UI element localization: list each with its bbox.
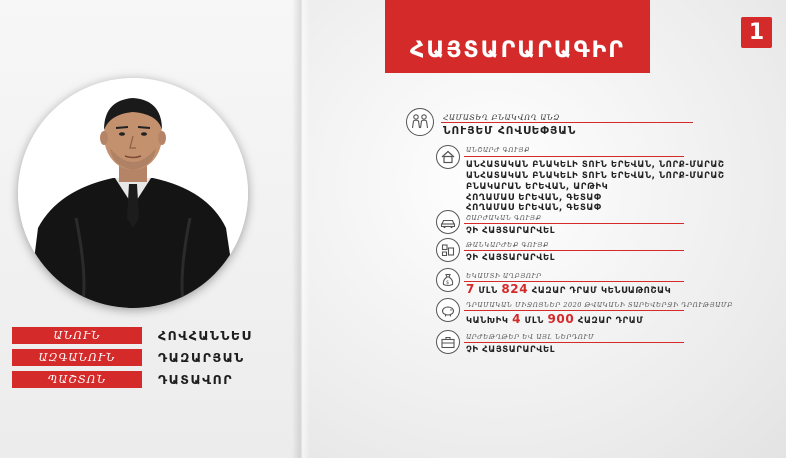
property-line-3: ԲՆԱԿԱՐԱՆ ԵՐԵՎԱՆ, ԱՐԹԻԿ bbox=[466, 182, 609, 192]
svg-text:$: $ bbox=[446, 280, 450, 286]
cash-unit-2: ՀԱԶԱՐ ԴՐԱՄ bbox=[577, 316, 644, 326]
page-title: ՀԱՅՏԱՐԱՐԱԳԻՐ bbox=[410, 38, 625, 63]
movable-value: ՉԻ ՀԱՅՏԱՐԱՐՎԵԼ bbox=[466, 226, 556, 236]
person-illustration bbox=[18, 78, 248, 308]
cash-unit-1: ՄԼՆ bbox=[524, 316, 544, 326]
income-label: ԵԿԱՄՏԻ ԱՂԲՅՈՒՐ bbox=[466, 272, 542, 280]
household-label: ՀԱՄԱՏԵՂ ԲՆԱԿՎՈՂ ԱՆՁ bbox=[443, 113, 560, 122]
piggy-bank-icon bbox=[436, 298, 460, 322]
portrait-photo bbox=[18, 78, 248, 308]
movable-divider bbox=[464, 223, 684, 224]
last-name-value: ԴԱԶԱՐՅԱՆ bbox=[158, 350, 245, 365]
property-line-5: ՀՈՂԱՄԱՍ ԵՐԵՎԱՆ, ԳԵՏԱՓ bbox=[466, 203, 602, 213]
income-unit-1: ՄԼՆ bbox=[478, 286, 498, 296]
income-number-2: 824 bbox=[501, 282, 529, 296]
family-icon bbox=[406, 108, 434, 136]
valuables-value: ՉԻ ՀԱՅՏԱՐԱՐՎԵԼ bbox=[466, 253, 556, 263]
movable-label: ՇԱՐԺԱԿԱՆ ԳՈՒՅՔ bbox=[466, 214, 542, 222]
property-label: ԱՆՇԱՐԺ ԳՈՒՅՔ bbox=[466, 146, 530, 154]
page-fold bbox=[292, 0, 310, 458]
income-number-1: 7 bbox=[466, 282, 475, 296]
position-label: ՊԱՇՏՈՆ bbox=[12, 371, 142, 388]
valuables-label: ԹԱՆԿԱՐԺԵՔ ԳՈՒՅՔ bbox=[466, 241, 549, 249]
money-bag-icon bbox=[436, 268, 460, 292]
cash-number-1: 4 bbox=[512, 312, 522, 326]
first-name-label: ԱՆՈՒՆ bbox=[12, 327, 142, 344]
briefcase-icon bbox=[436, 330, 460, 354]
cash-label: ԴՐԱՄԱԿԱՆ ՄԻՋՈՑՆԵՐ 2020 ԹՎԱԿԱՆԻ ՏԱՐԵՎԵՐՋԻ ԴՐՈՒԹՅԱՄԲ bbox=[466, 301, 734, 309]
household-name: ՆՈՒՅԵՄ ՀՈՎՍԵՓՅԱՆ bbox=[443, 125, 577, 137]
shares-divider bbox=[464, 342, 684, 343]
title-banner bbox=[385, 0, 650, 73]
cash-prefix: ԿԱՆԽԻԿ bbox=[466, 316, 509, 326]
valuables-icon bbox=[436, 238, 460, 262]
last-name-label: ԱԶԳԱՆՈՒՆ bbox=[12, 349, 142, 366]
channel-logo: 1 bbox=[741, 17, 772, 48]
shares-label: ԱՐԺԵԹՂԹԵՐ ԵՎ ԱՅԼ ՆԵՐԴՈՒՄ bbox=[466, 333, 595, 341]
cash-value bbox=[466, 312, 644, 328]
property-line-4: ՀՈՂԱՄԱՍ ԵՐԵՎԱՆ, ԳԵՏԱՓ bbox=[466, 193, 602, 203]
property-divider bbox=[464, 156, 684, 157]
cash-number-2: 900 bbox=[547, 312, 575, 326]
first-name-value: ՀՈՎՀԱՆՆԵՍ bbox=[158, 328, 253, 343]
income-unit-2: ՀԱԶԱՐ ԴՐԱՄ ԿԵՆՍԱԹՈՇԱԿ bbox=[531, 286, 672, 296]
position-value: ԴԱՏԱՎՈՐ bbox=[158, 372, 234, 387]
cash-divider bbox=[464, 310, 684, 311]
property-line-2: ԱՆՀԱՏԱԿԱՆ ԲՆԱԿԵԼԻ ՏՈՒՆ ԵՐԵՎԱՆ, ՆՈՐՔ-ՄԱՐԱՇ bbox=[466, 171, 725, 181]
house-icon bbox=[436, 145, 460, 169]
income-value bbox=[466, 282, 671, 298]
property-line-1: ԱՆՀԱՏԱԿԱՆ ԲՆԱԿԵԼԻ ՏՈՒՆ ԵՐԵՎԱՆ, ՆՈՐՔ-ՄԱՐԱՇ bbox=[466, 160, 725, 170]
household-divider bbox=[441, 122, 693, 123]
valuables-divider bbox=[464, 250, 684, 251]
shares-value: ՉԻ ՀԱՅՏԱՐԱՐՎԵԼ bbox=[466, 345, 556, 355]
car-icon bbox=[436, 210, 460, 234]
